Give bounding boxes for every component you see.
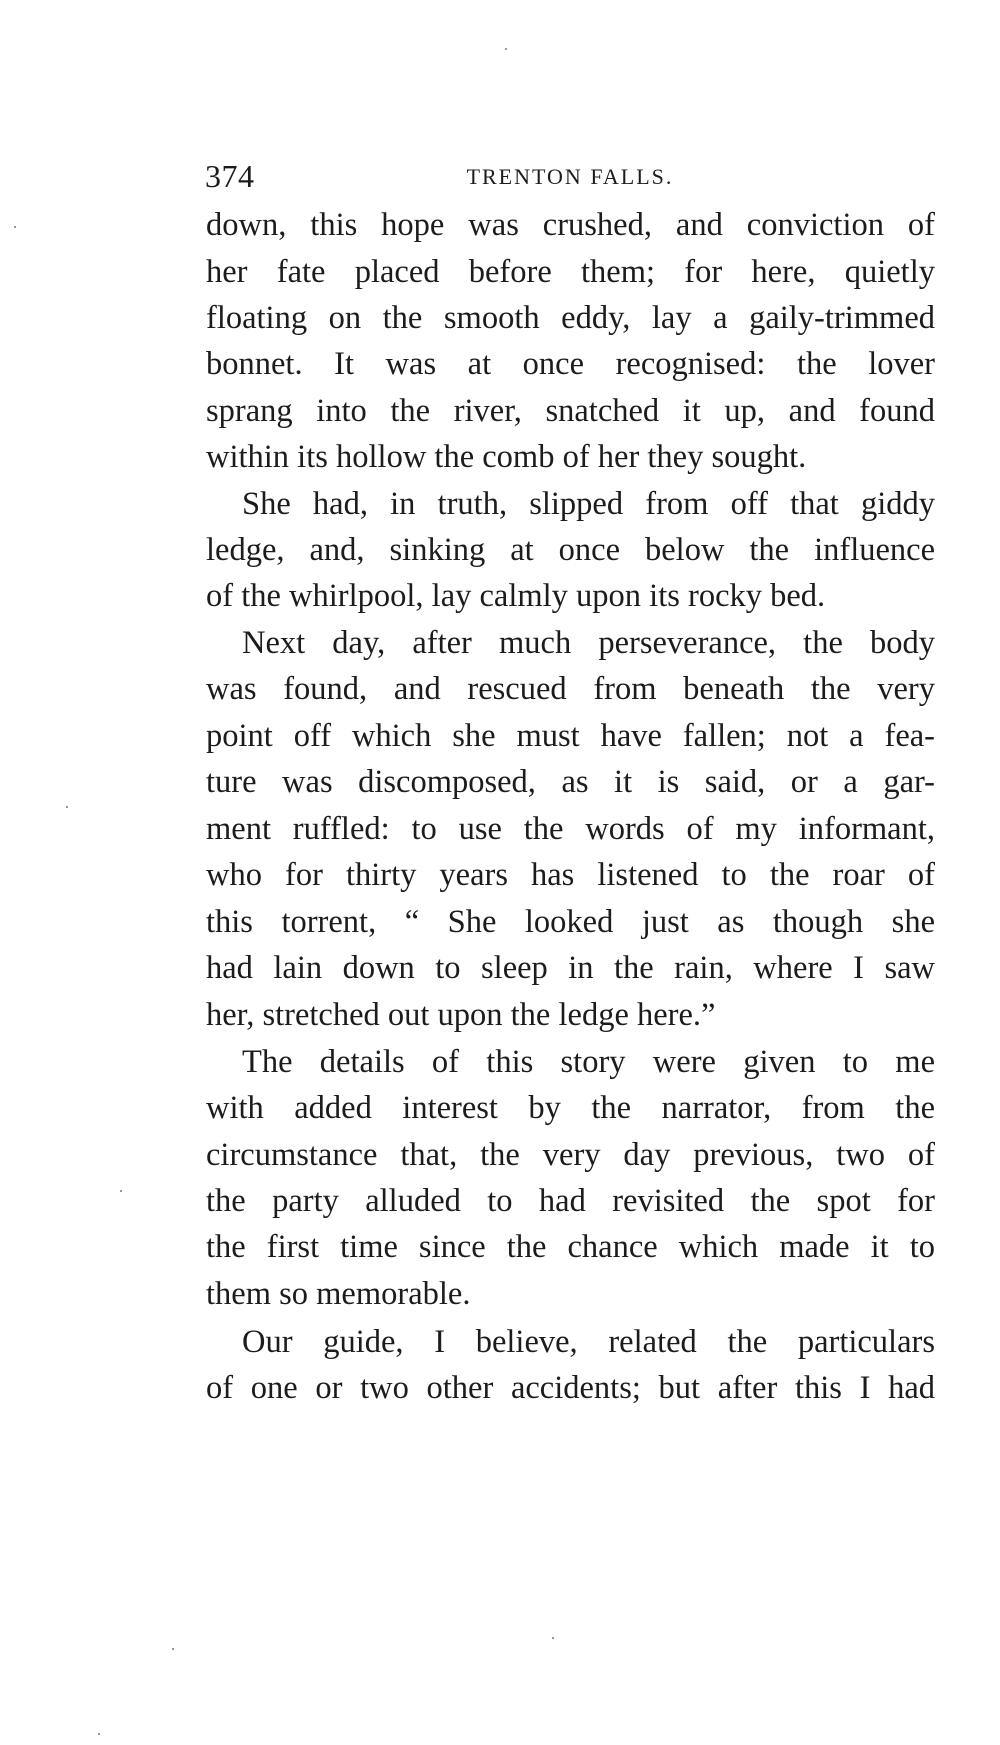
- text-line: Our guide, I believe, related the particulars: [242, 1324, 935, 1360]
- text-line: sprang into the river, snatched it up, and found: [206, 393, 935, 429]
- text-line: within its hollow the comb of her they sought.: [206, 439, 807, 475]
- text-line: point off which she must have fallen; not a fea-: [206, 718, 935, 754]
- scan-speck: [98, 1733, 100, 1735]
- text-line: the first time since the chance which made it to: [206, 1229, 935, 1265]
- running-title: TRENTON FALLS.: [466, 164, 674, 189]
- text-line: ture was discomposed, as it is said, or a gar-: [206, 764, 935, 800]
- text-line: ment ruffled: to use the words of my informant,: [206, 811, 935, 847]
- text-line: bonnet. It was at once recognised: the lover: [206, 346, 935, 382]
- text-line: had lain down to sleep in the rain, where I saw: [206, 950, 935, 986]
- text-line: down, this hope was crushed, and conviction of: [206, 207, 935, 243]
- text-line: was found, and rescued from beneath the very: [206, 671, 935, 707]
- text-line: The details of this story were given to me: [242, 1044, 935, 1080]
- scan-speck: [120, 1190, 122, 1192]
- scan-speck: [505, 48, 507, 50]
- text-line: circumstance that, the very day previous, two of: [206, 1137, 935, 1173]
- page-header: [205, 158, 935, 198]
- text-line: floating on the smooth eddy, lay a gaily-trimmed: [206, 300, 935, 336]
- scan-speck: [66, 806, 68, 808]
- page-number: 374: [205, 158, 255, 194]
- scan-speck: [172, 1648, 174, 1650]
- scan-speck: [552, 1637, 554, 1639]
- text-line: her fate placed before them; for here, quietly: [206, 254, 935, 290]
- text-line: the party alluded to had revisited the spot for: [206, 1183, 935, 1219]
- scan-speck: [14, 226, 16, 228]
- text-line: ledge, and, sinking at once below the influence: [206, 532, 935, 568]
- text-line: of one or two other accidents; but after this I had: [206, 1370, 935, 1406]
- text-line: this torrent, “ She looked just as though she: [206, 904, 935, 940]
- text-line: She had, in truth, slipped from off that giddy: [242, 486, 935, 522]
- text-line: who for thirty years has listened to the roar of: [206, 857, 935, 893]
- text-line: of the whirlpool, lay calmly upon its rocky bed.: [206, 578, 826, 614]
- text-line: with added interest by the narrator, from the: [206, 1090, 935, 1126]
- text-line: her, stretched out upon the ledge here.”: [206, 997, 716, 1033]
- text-line: them so memorable.: [206, 1276, 471, 1312]
- text-line: Next day, after much perseverance, the body: [242, 625, 935, 661]
